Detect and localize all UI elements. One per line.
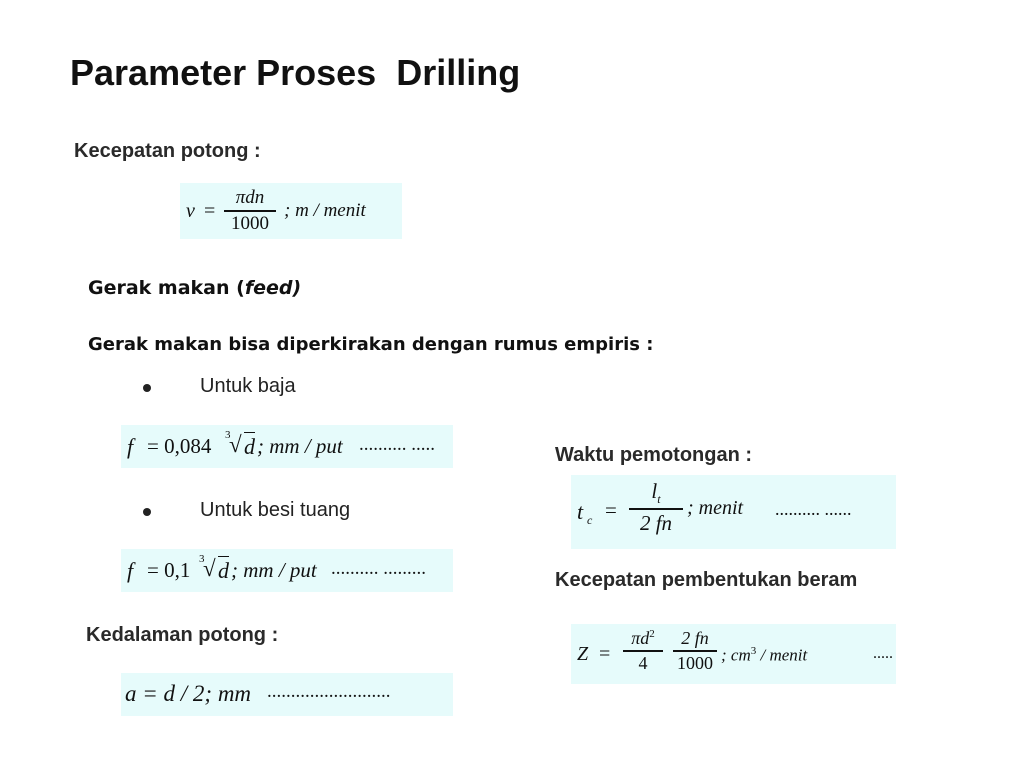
fraction-denominator: 1000	[677, 652, 713, 673]
kedalaman-formula	[121, 673, 453, 716]
feed-subtext: Gerak makan bisa diperkirakan dengan rumus empiris :	[88, 334, 654, 355]
fraction-numerator: πd	[631, 628, 650, 648]
formula-unit	[721, 645, 807, 666]
feed-heading	[88, 277, 301, 299]
formula-unit: ; mm / put	[231, 558, 317, 582]
baja-formula	[121, 425, 453, 468]
formula-fraction-2	[673, 628, 717, 674]
kecepatan-potong-formula	[180, 183, 402, 239]
formula-dots: .......... ......	[775, 499, 852, 519]
fraction-numerator-sub: t	[657, 492, 661, 507]
fraction-bar	[224, 210, 276, 212]
unit-sup: 3	[750, 645, 757, 657]
fraction-numerator: dn	[245, 187, 265, 208]
formula-lhs: v	[186, 200, 195, 222]
radicand: d	[244, 434, 255, 459]
formula-dots: .......... .....	[359, 434, 435, 455]
formula-eq: = 0,084	[147, 434, 212, 458]
page-title: Parameter Proses Drilling	[70, 52, 521, 93]
bullet-dot	[143, 508, 151, 516]
fraction-bar	[673, 650, 717, 652]
formula-fraction	[224, 187, 276, 235]
root-sign: √	[229, 432, 242, 457]
formula-eq: =	[204, 200, 216, 222]
fraction-denominator: 2 fn	[639, 510, 673, 535]
feed-heading-italic: feed)	[244, 277, 302, 299]
beram-label: Kecepatan pembentukan beram	[555, 569, 858, 591]
formula-eq: = 0,1	[147, 558, 191, 582]
fraction-bar	[629, 508, 683, 510]
formula-lhs: f	[127, 558, 134, 583]
besi-label: Untuk besi tuang	[200, 499, 351, 521]
formula-dots: .......... .........	[331, 558, 426, 579]
beram-formula	[571, 624, 896, 684]
fraction-denominator: 4	[638, 652, 648, 673]
pi-symbol: π	[235, 187, 246, 208]
fraction-numerator: 2 fn	[681, 628, 709, 648]
besi-formula	[121, 549, 453, 592]
unit-rest: / menit	[760, 645, 808, 665]
baja-label: Untuk baja	[200, 375, 296, 397]
kedalaman-label: Kedalaman potong :	[86, 624, 279, 646]
fraction-numerator: l	[651, 479, 658, 503]
waktu-label: Waktu pemotongan :	[555, 444, 753, 466]
unit-text: ; cm	[721, 645, 751, 665]
root-index: 3	[199, 553, 205, 565]
formula-eq: =	[599, 643, 611, 665]
formula-unit: ; menit	[687, 497, 744, 519]
formula-fraction-1	[623, 628, 663, 674]
fraction-denominator: 1000	[231, 212, 269, 234]
root-sign: √	[203, 556, 216, 581]
radicand: d	[218, 558, 229, 583]
feed-heading-prefix: Gerak makan (	[88, 277, 245, 299]
bullet-dot	[143, 384, 151, 392]
kecepatan-potong-label: Kecepatan potong :	[74, 140, 261, 162]
formula-text: a = d / 2; mm	[125, 681, 252, 706]
formula-lhs: t	[577, 499, 584, 524]
formula-lhs: f	[127, 434, 134, 459]
formula-unit: ; mm / put	[257, 434, 343, 458]
fraction-bar	[623, 650, 663, 652]
root-index: 3	[225, 429, 231, 441]
formula-dots: .....	[873, 645, 893, 662]
formula-lhs: Z	[577, 643, 589, 665]
waktu-formula	[571, 475, 896, 549]
formula-eq: =	[605, 498, 617, 522]
formula-lhs-sub: c	[587, 513, 593, 527]
formula-fraction	[629, 479, 683, 536]
fraction-numerator-sup: 2	[649, 628, 655, 640]
formula-dots: ..........................	[267, 681, 391, 702]
formula-unit: ; m / menit	[284, 200, 366, 221]
